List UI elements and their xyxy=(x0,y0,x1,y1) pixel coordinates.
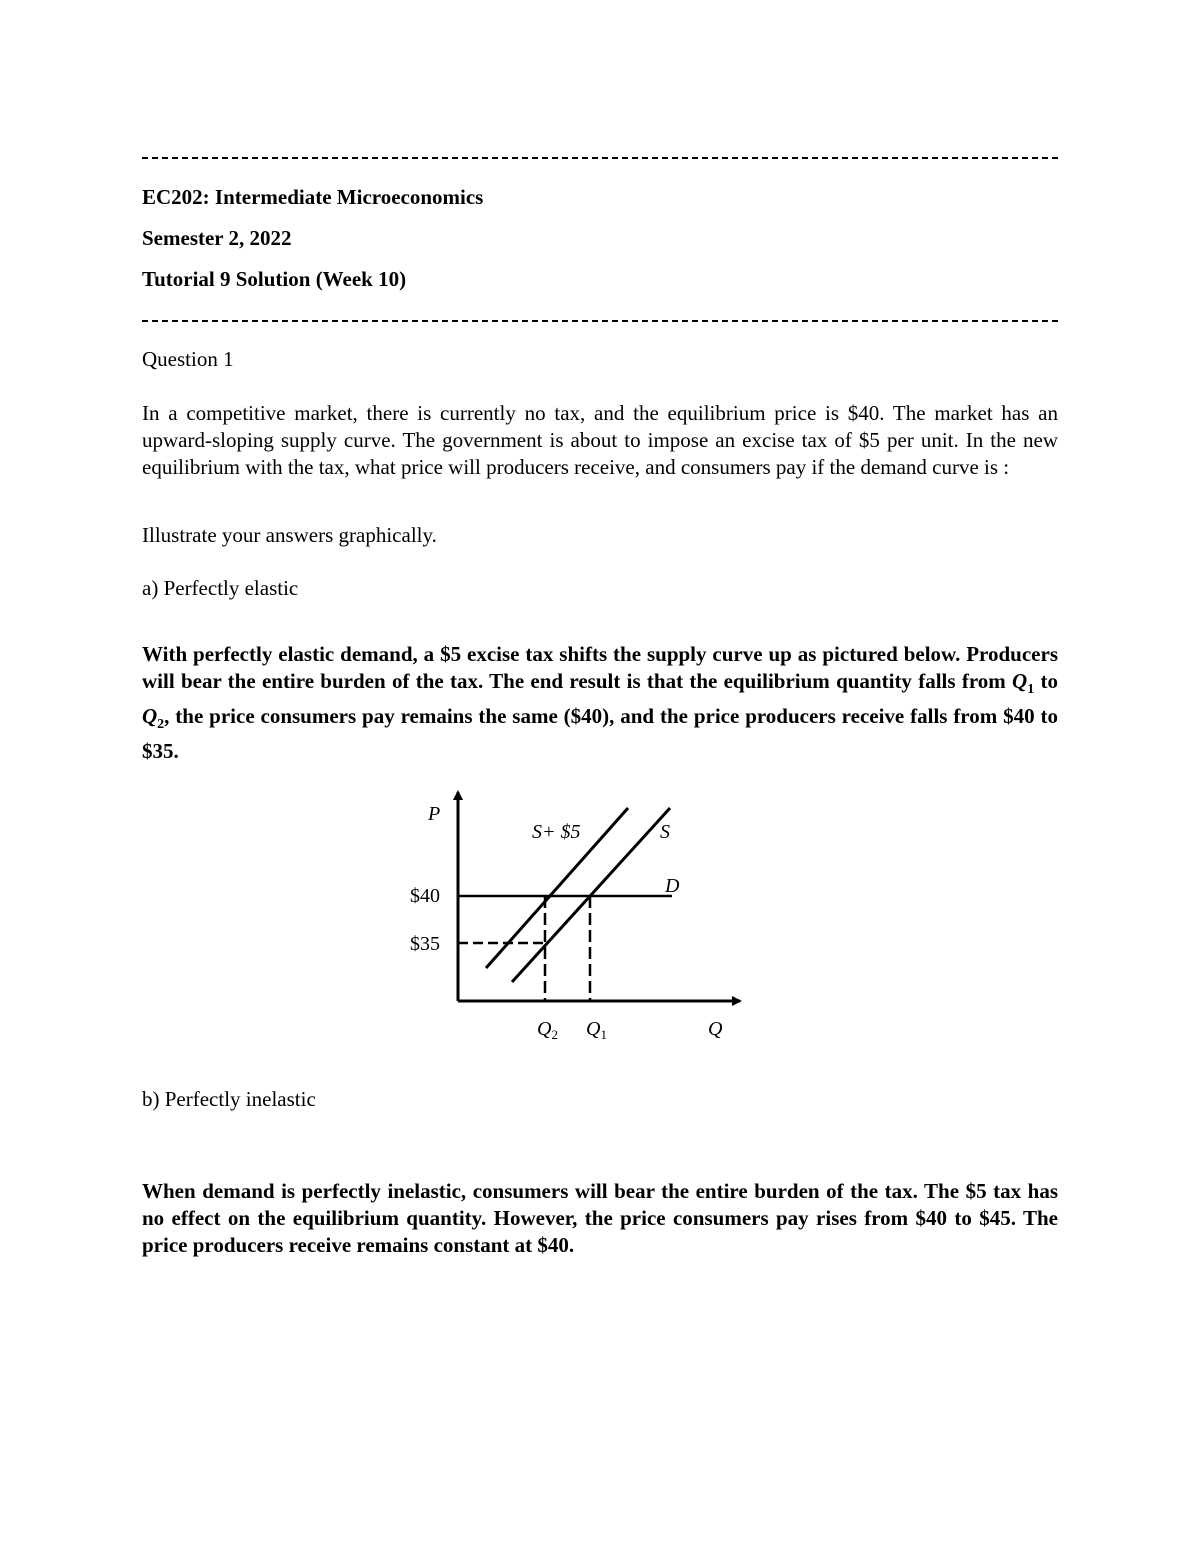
q1-tick-label xyxy=(586,1018,607,1042)
question-text: In a competitive market, there is currently no tax, and the equilibrium price is $40. The market has an upward-sloping supply curve. The government is about to impose an excise tax of $5 per unit. In the new equilibrium with the tax, what price will producers receive, and consumers pay if the demand curve is : xyxy=(142,401,1058,479)
part-a-answer xyxy=(142,641,1058,765)
price-35-label: $35 xyxy=(410,933,440,955)
top-dashed-rule xyxy=(142,157,1058,159)
course-title: EC202: Intermediate Microeconomics xyxy=(142,185,484,209)
q-axis-label: Q xyxy=(708,1018,723,1040)
to-word: to xyxy=(1034,669,1058,693)
p-axis-label: P xyxy=(428,803,441,825)
semester-label: Semester 2, 2022 xyxy=(142,226,292,250)
part-a-answer-end: , the price consumers pay remains the same ($40), and the price producers receive falls from $40 to $35. xyxy=(142,704,1058,764)
q2-subscript: 2 xyxy=(157,717,165,733)
part-b-label: b) Perfectly inelastic xyxy=(142,1087,316,1111)
part-b-answer: When demand is perfectly inelastic, consumers will bear the entire burden of the tax. The $5 tax has no effect on the equilibrium quantity. However, the price consumers pay rises from $40 to $45. The price producers receive remains constant at $40. xyxy=(142,1179,1058,1257)
question-label: Question 1 xyxy=(142,347,234,371)
q1-tick-main: Q xyxy=(586,1018,601,1040)
q1-symbol: Q xyxy=(1012,669,1028,693)
q2-tick-sub: 2 xyxy=(551,1027,558,1042)
q1-tick-sub: 1 xyxy=(600,1027,607,1042)
tax-incidence-chart xyxy=(380,780,780,1050)
price-40-label: $40 xyxy=(410,885,440,907)
tutorial-title: Tutorial 9 Solution (Week 10) xyxy=(142,267,407,291)
part-a-label: a) Perfectly elastic xyxy=(142,576,299,600)
q1-subscript: 1 xyxy=(1027,682,1035,698)
q2-symbol: Q xyxy=(142,704,158,729)
supply-label: S xyxy=(660,821,670,843)
bottom-dashed-rule xyxy=(142,320,1058,322)
supply-plus-tax-label: S+ $5 xyxy=(532,821,581,843)
part-a-answer-start: With perfectly elastic demand, a $5 excise tax shifts the supply curve up as pictured below. Producers will bear the entire burden of the tax. The end result is that the equilibrium quantity falls from xyxy=(142,642,1058,693)
question-instruction: Illustrate your answers graphically. xyxy=(142,523,437,547)
q2-tick-main: Q xyxy=(537,1018,552,1040)
q2-tick-label xyxy=(537,1018,558,1042)
demand-label: D xyxy=(665,875,680,897)
